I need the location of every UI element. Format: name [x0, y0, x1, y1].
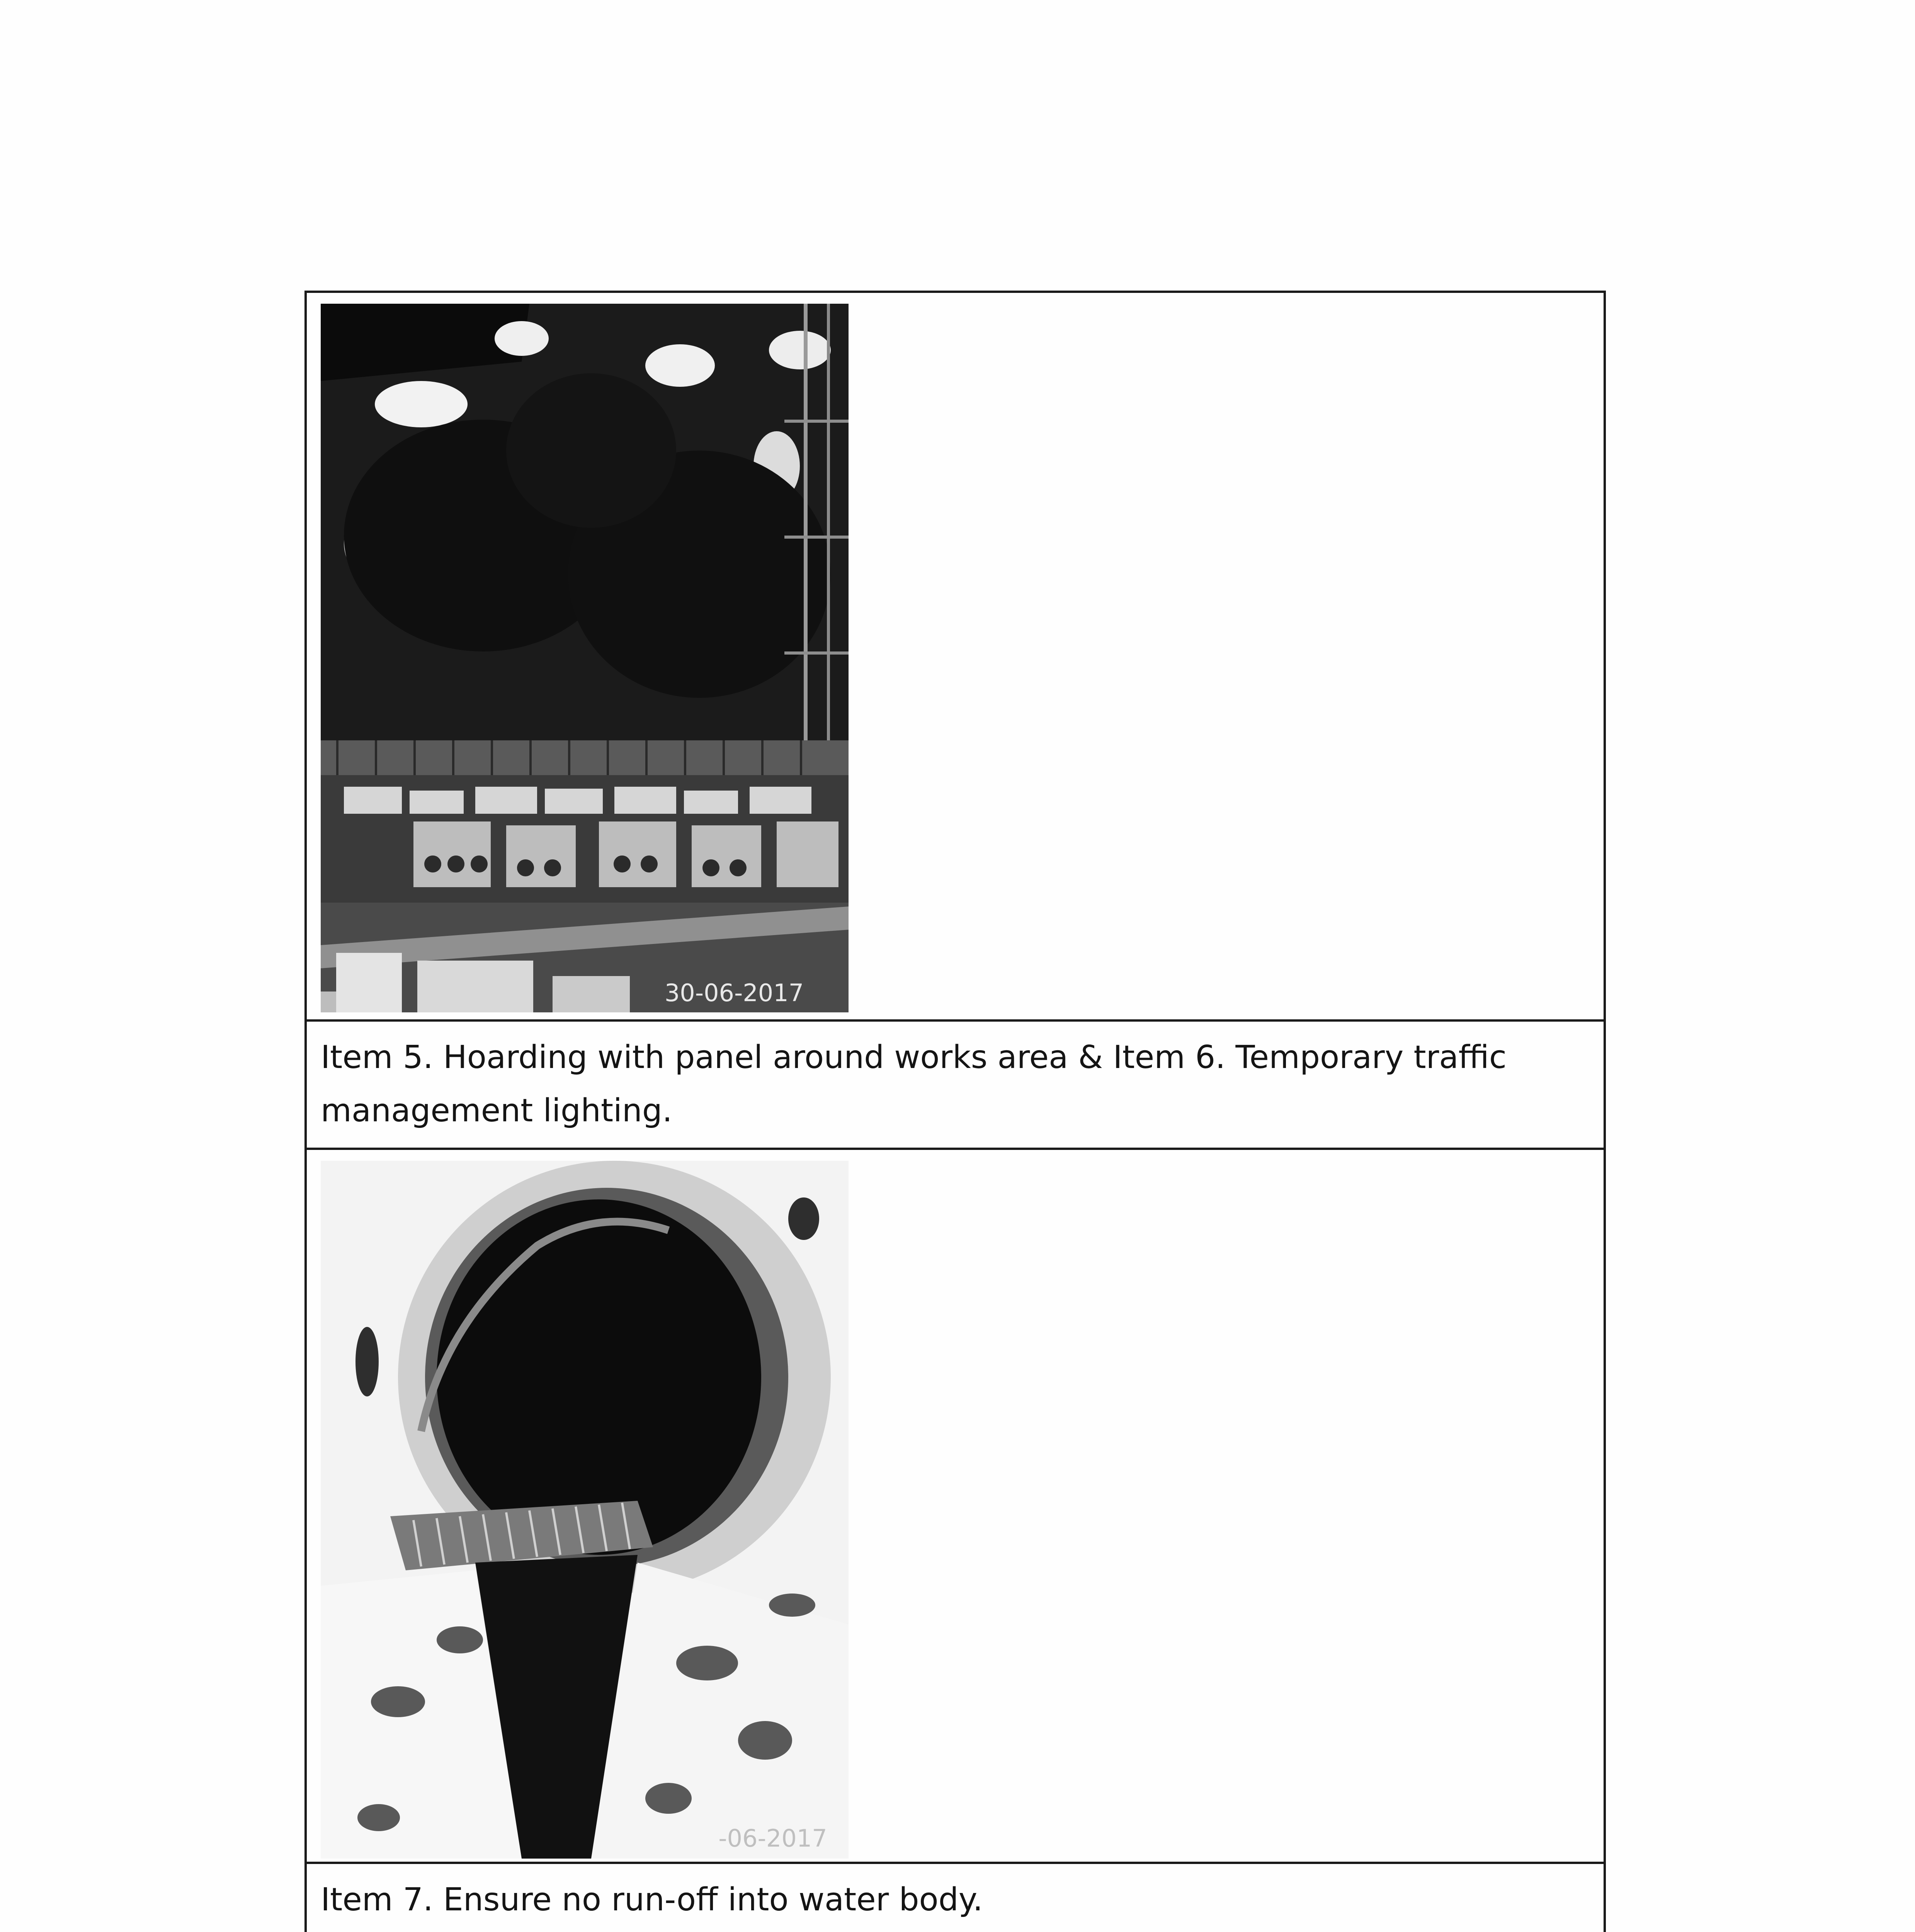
- table-row: [306, 1149, 1605, 1863]
- photo-caption: Item 5. Hoarding with panel around works area & Item 6. Temporary traffic management lighting.: [321, 1039, 1507, 1129]
- photo-cell: [306, 1149, 1605, 1863]
- photo-caption: Item 7. Ensure no run-off into water body.: [321, 1881, 983, 1918]
- table-row: [306, 1863, 1605, 1932]
- caption-cell: [306, 1020, 1605, 1149]
- caption-cell: [306, 1863, 1605, 1932]
- table-row: [306, 292, 1605, 1020]
- table-row: [306, 1020, 1605, 1149]
- photo-date-stamp: -06-2017: [718, 1824, 827, 1852]
- photo-culvert-outlet: [321, 1161, 849, 1859]
- photo-report-table: [304, 291, 1606, 1932]
- photo-hoarding-traffic-lighting: [321, 304, 849, 1012]
- photo-cell: [306, 292, 1605, 1020]
- photo-date-stamp: 30-06-2017: [664, 979, 804, 1007]
